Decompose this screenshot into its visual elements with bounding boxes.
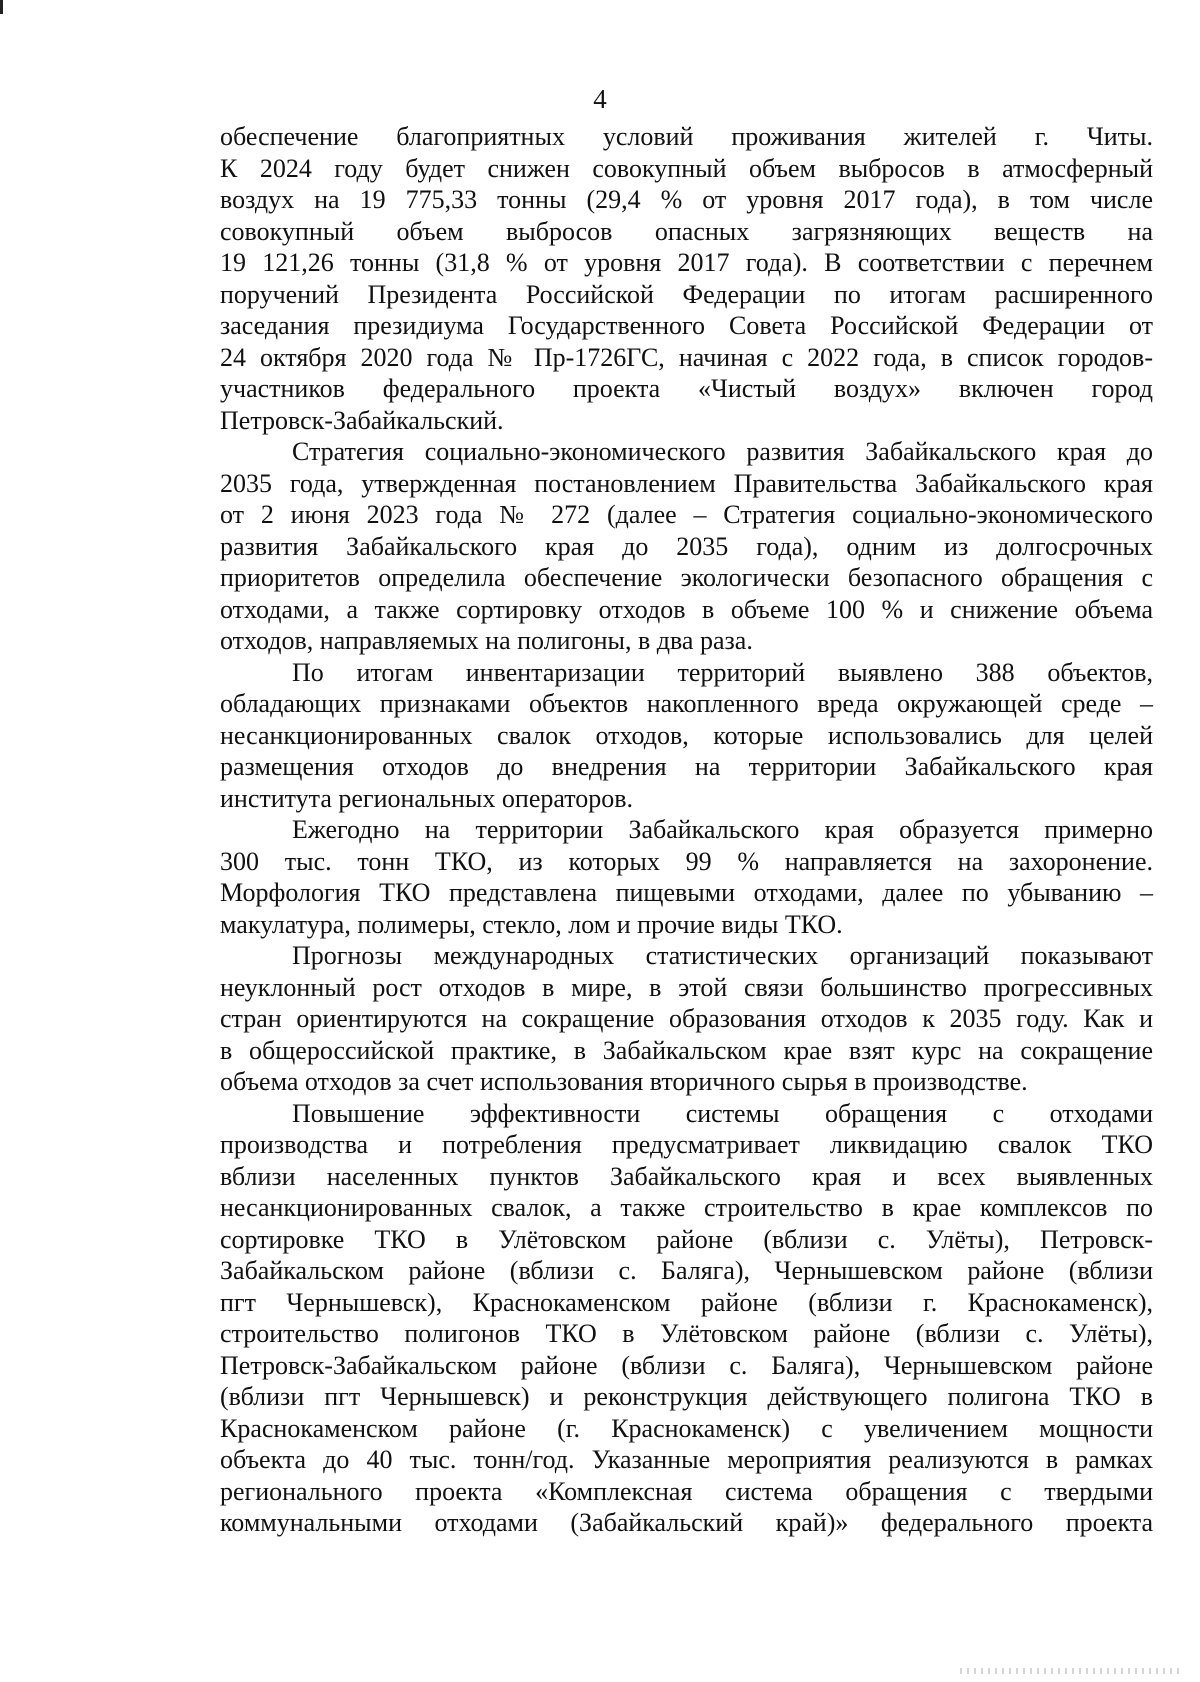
text-line: стран ориентируются на сокращение образования отходов к 2035 году. Как и bbox=[220, 1004, 1153, 1033]
document-body bbox=[220, 121, 1153, 1539]
text-line: объекта до 40 тыс. тонн/год. Указанные мероприятия реализуются в рамках bbox=[220, 1445, 1153, 1474]
text-line: 19 121,26 тонны (31,8 % от уровня 2017 года). В соответствии с перечнем bbox=[220, 248, 1153, 277]
text-line: 24 октября 2020 года № Пр-1726ГС, начиная с 2022 года, в список городов- bbox=[220, 342, 1153, 372]
text-line: совокупный объем выбросов опасных загрязняющих веществ на bbox=[220, 216, 1153, 246]
text-line: сортировке ТКО в Улётовском районе (вблизи с. Улёты), Петровск- bbox=[220, 1224, 1153, 1254]
text-line: обладающих признаками объектов накопленного вреда окружающей среде – bbox=[220, 689, 1153, 718]
text-line: Стратегия социально-экономического развития Забайкальского края до bbox=[292, 437, 1153, 466]
text-line: вблизи населенных пунктов Забайкальского края и всех выявленных bbox=[220, 1161, 1153, 1191]
text-line: По итогам инвентаризации территорий выявлено 388 объектов, bbox=[292, 657, 1153, 687]
text-line: коммунальными отходами (Забайкальский край)» федерального проекта bbox=[220, 1508, 1153, 1537]
text-line: заседания президиума Государственного Совета Российской Федерации от bbox=[220, 311, 1153, 340]
text-line: обеспечение благоприятных условий проживания жителей г. Читы. bbox=[220, 122, 1153, 151]
text-line: отходов, направляемых на полигоны, в два раза. bbox=[220, 626, 753, 655]
text-line: размещения отходов до внедрения на территории Забайкальского края bbox=[220, 752, 1153, 781]
page-number: 4 bbox=[593, 84, 607, 114]
scan-artifact bbox=[960, 1668, 1180, 1674]
text-line: (вблизи пгт Чернышевск) и реконструкция действующего полигона ТКО в bbox=[220, 1382, 1153, 1411]
text-line: Петровск-Забайкальский. bbox=[220, 405, 504, 435]
text-line: объема отходов за счет использования вторичного сырья в производстве. bbox=[220, 1067, 1028, 1096]
text-line: строительство полигонов ТКО в Улётовском районе (вблизи с. Улёты), bbox=[220, 1319, 1153, 1348]
text-line: отходами, а также сортировку отходов в объеме 100 % и снижение объема bbox=[220, 594, 1153, 624]
text-line: Краснокаменском районе (г. Краснокаменск) с увеличением мощности bbox=[220, 1413, 1153, 1443]
paragraph bbox=[220, 436, 1153, 657]
text-line: института региональных операторов. bbox=[220, 783, 634, 813]
text-line: развития Забайкальского края до 2035 года), одним из долгосрочных bbox=[220, 531, 1153, 561]
text-line: Петровск-Забайкальском районе (вблизи с. Баляга), Чернышевском районе bbox=[220, 1350, 1153, 1380]
scan-edge-mark bbox=[0, 0, 3, 14]
paragraph bbox=[220, 1098, 1153, 1539]
text-line: макулатура, полимеры, стекло, лом и прочие виды ТКО. bbox=[220, 909, 843, 939]
text-line: 2035 года, утвержденная постановлением Правительства Забайкальского края bbox=[220, 468, 1153, 498]
text-line: пгт Чернышевск), Краснокаменском районе (вблизи г. Краснокаменск), bbox=[220, 1287, 1153, 1317]
text-line: регионального проекта «Комплексная система обращения с твердыми bbox=[220, 1476, 1153, 1506]
text-line: производства и потребления предусматривает ликвидацию свалок ТКО bbox=[220, 1130, 1153, 1159]
paragraph bbox=[220, 121, 1153, 436]
text-line: от 2 июня 2023 года № 272 (далее – Стратегия социально-экономического bbox=[220, 500, 1153, 529]
text-line: в общероссийской практике, в Забайкальском крае взят курс на сокращение bbox=[220, 1035, 1153, 1065]
text-line: воздух на 19 775,33 тонны (29,4 % от уровня 2017 года), в том числе bbox=[220, 185, 1153, 214]
text-line: участников федерального проекта «Чистый воздух» включен город bbox=[220, 374, 1153, 403]
text-line: 300 тыс. тонн ТКО, из которых 99 % направляется на захоронение. bbox=[220, 846, 1153, 876]
text-line: несанкционированных свалок отходов, которые использовались для целей bbox=[220, 720, 1153, 750]
text-line: Забайкальском районе (вблизи с. Баляга), Чернышевском районе (вблизи bbox=[220, 1256, 1153, 1285]
text-line: поручений Президента Российской Федерации по итогам расширенного bbox=[220, 279, 1153, 309]
text-line: приоритетов определила обеспечение экологически безопасного обращения с bbox=[220, 563, 1153, 592]
text-line: Прогнозы международных статистических организаций показывают bbox=[292, 941, 1153, 970]
paragraph bbox=[220, 814, 1153, 940]
text-line: Ежегодно на территории Забайкальского края образуется примерно bbox=[292, 815, 1153, 844]
text-line: Морфология ТКО представлена пищевыми отходами, далее по убыванию – bbox=[220, 878, 1153, 907]
text-line: несанкционированных свалок, а также строительство в крае комплексов по bbox=[220, 1193, 1153, 1222]
text-line: неуклонный рост отходов в мире, в этой связи большинство прогрессивных bbox=[220, 972, 1153, 1002]
text-line: Повышение эффективности системы обращения с отходами bbox=[292, 1098, 1153, 1128]
paragraph bbox=[220, 940, 1153, 1098]
paragraph bbox=[220, 657, 1153, 815]
text-line: К 2024 году будет снижен совокупный объем выбросов в атмосферный bbox=[220, 153, 1153, 183]
